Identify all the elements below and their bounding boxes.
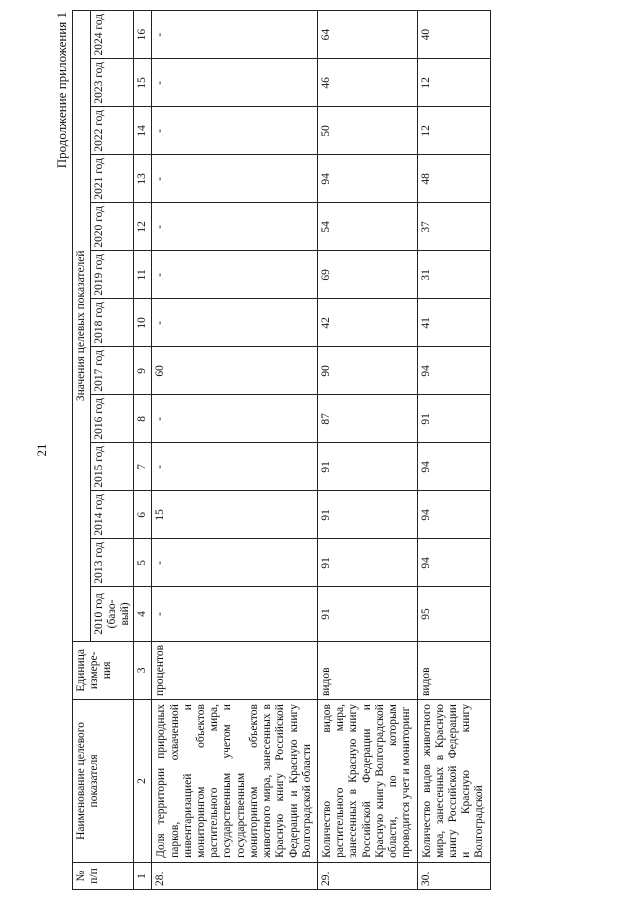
table-row — [152, 11, 318, 890]
header-year: 2021 год — [91, 155, 134, 203]
header-year: 2019 год — [91, 251, 134, 299]
column-number: 1 — [134, 862, 152, 889]
indicator-value: 91 — [317, 491, 417, 539]
column-number: 16 — [134, 11, 152, 59]
column-number: 2 — [134, 700, 152, 863]
indicator-value: 42 — [317, 299, 417, 347]
indicator-value: - — [152, 299, 318, 347]
indicator-value: 54 — [317, 203, 417, 251]
header-year: 2020 год — [91, 203, 134, 251]
indicator-value: 91 — [417, 395, 490, 443]
column-number: 12 — [134, 203, 152, 251]
table-row — [417, 11, 490, 890]
header-year: 2023 год — [91, 59, 134, 107]
indicator-name: Доля территории природных парков, охваченной инвентаризацией и мониторингом объектов растительного мира, государственным учетом и государственным мониторингом объектов животного мира, занесенных в Красную книгу Российской Федерации и Красную книгу Волгоградской области — [152, 700, 318, 863]
header-year: 2022 год — [91, 107, 134, 155]
header-year: 2013 год — [91, 539, 134, 587]
indicator-value: 50 — [317, 107, 417, 155]
rotated-content — [20, 10, 620, 890]
indicator-name: Количество видов животного мира, занесенных в Красную книгу Российской Федерации и Красную книгу Волгоградской — [417, 700, 490, 863]
header-name: Наименование целевого показателя — [73, 700, 134, 863]
indicator-value: 48 — [417, 155, 490, 203]
indicators-table — [72, 10, 491, 890]
column-number: 8 — [134, 395, 152, 443]
column-number: 5 — [134, 539, 152, 587]
indicator-unit: видов — [317, 641, 417, 699]
indicator-value: - — [152, 251, 318, 299]
indicator-value: 46 — [317, 59, 417, 107]
page-number: 21 — [34, 443, 49, 457]
indicator-value: 95 — [417, 587, 490, 641]
indicator-value: 87 — [317, 395, 417, 443]
header-group: Значения целевых показателей — [73, 11, 91, 642]
indicator-value: 94 — [317, 155, 417, 203]
indicator-value: 12 — [417, 59, 490, 107]
indicator-value: - — [152, 395, 318, 443]
column-number: 4 — [134, 587, 152, 641]
indicator-value: 40 — [417, 11, 490, 59]
indicator-unit: процентов — [152, 641, 318, 699]
column-number-row — [134, 11, 152, 890]
column-number: 14 — [134, 107, 152, 155]
indicator-value: 12 — [417, 107, 490, 155]
header-year: 2010 год (базо- вый) — [91, 587, 134, 641]
table-row — [317, 11, 417, 890]
column-number: 7 — [134, 443, 152, 491]
indicator-value: 64 — [317, 11, 417, 59]
indicator-value: 69 — [317, 251, 417, 299]
indicator-value: 37 — [417, 203, 490, 251]
column-number: 6 — [134, 491, 152, 539]
indicator-value: 60 — [152, 347, 318, 395]
indicator-value: - — [152, 203, 318, 251]
indicator-value: 91 — [317, 539, 417, 587]
indicator-value: 31 — [417, 251, 490, 299]
indicator-unit: видов — [417, 641, 490, 699]
indicator-value: - — [152, 539, 318, 587]
indicator-name: Количество видов растительного мира, занесенных в Красную книгу Российской Федерации и Красную книгу Волгоградской области, по которым проводится учет и мониторинг — [317, 700, 417, 863]
indicator-value: 91 — [317, 587, 417, 641]
column-number: 10 — [134, 299, 152, 347]
table-body — [152, 11, 490, 890]
header-year: 2016 год — [91, 395, 134, 443]
column-number: 11 — [134, 251, 152, 299]
column-number: 13 — [134, 155, 152, 203]
indicator-value: - — [152, 155, 318, 203]
header-row-1 — [73, 11, 91, 890]
header-year: 2017 год — [91, 347, 134, 395]
column-number: 9 — [134, 347, 152, 395]
header-year: 2014 год — [91, 491, 134, 539]
column-number: 3 — [134, 641, 152, 699]
indicator-value: 94 — [417, 347, 490, 395]
indicator-value: 94 — [417, 491, 490, 539]
header-unit: Единица измере- ния — [73, 641, 134, 699]
indicator-value: 91 — [317, 443, 417, 491]
indicator-value: 15 — [152, 491, 318, 539]
indicator-value: - — [152, 587, 318, 641]
header-year: 2024 год — [91, 11, 134, 59]
column-number: 15 — [134, 59, 152, 107]
indicator-value: - — [152, 443, 318, 491]
indicator-value: 94 — [417, 443, 490, 491]
header-no: № п/п — [73, 862, 134, 889]
indicator-value: - — [152, 11, 318, 59]
continuation-label: Продолжение приложения 1 — [54, 12, 69, 169]
row-number: 30. — [417, 862, 490, 889]
indicator-value: - — [152, 107, 318, 155]
indicator-value: - — [152, 59, 318, 107]
row-number: 28. — [152, 862, 318, 889]
indicator-value: 41 — [417, 299, 490, 347]
indicator-value: 94 — [417, 539, 490, 587]
indicator-value: 90 — [317, 347, 417, 395]
header-year: 2015 год — [91, 443, 134, 491]
row-number: 29. — [317, 862, 417, 889]
header-year: 2018 год — [91, 299, 134, 347]
